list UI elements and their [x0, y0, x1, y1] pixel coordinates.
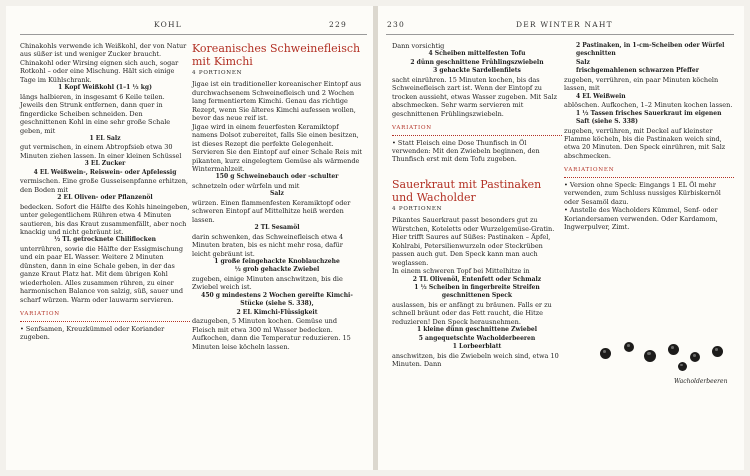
variation-text: • Anstelle des Wacholders Kümmel, Senf- oder Koriandersamen verwenden. Oder Kardamom, Ingwerpulver, Zimt.	[564, 206, 718, 232]
method-text: zugeben, verrühren, mit Deckel auf kleinster Flamme köcheln, bis die Pastinaken weich sind, etwa 20 Minuten. Den Speck einrühren, mit Salz abschmecken.	[564, 126, 726, 160]
juniper-berry	[644, 350, 656, 362]
ingredient: 1 Kopf Weißkohl (1–1 ½ kg)	[58, 84, 152, 92]
variation-rule	[20, 321, 190, 322]
photo-caption: Wacholderbeeren	[674, 378, 728, 385]
intro-text: Chinakohls verwende ich Weißkohl, der von Natur aus süßer ist und weniger Zucker braucht. Chinakohl oder Wirsing eignen sich auch, sogar Rotkohl – oder eine Mischung. Hält sich einige Tage im Kühlschrank.	[20, 42, 187, 84]
juniper-berry	[624, 342, 634, 352]
ingredient: 1 EL Salz	[89, 134, 121, 142]
ingredient: 450 g mindestens 2 Wochen gereifte Kimchi-Stücke (siehe S. 338),	[201, 291, 353, 308]
ingredient: 2 EL Oliven- oder Pflanzenöl	[57, 194, 153, 202]
ingredient: Salz	[576, 58, 590, 66]
left-column-2	[192, 42, 362, 351]
ingredient: frischgemahlenen schwarzen Pfeffer	[576, 67, 699, 75]
page-number-right: 230	[387, 20, 405, 29]
header-rule	[20, 34, 367, 35]
method-text: ablöschen. Aufkochen, 1–2 Minuten kochen lassen.	[564, 101, 733, 110]
left-column-1	[20, 42, 190, 341]
ingredient: 2 dünn geschnittene Frühlingszwiebeln	[410, 58, 544, 66]
ingredient: 4 EL Weißwein-, Reiswein- oder Apfelessig	[33, 168, 177, 176]
ingredient: 5 angequetschte Wacholderbeeren	[418, 334, 536, 342]
right-column-2	[564, 42, 734, 232]
method-text: bedecken. Sofort die Hälfte des Kohls hineingeben, unter gelegentlichem Rühren etwa 4 Minuten sautieren, bis das Kraut zusammenfällt, aber noch knackig und nicht gebräunt ist.	[20, 202, 190, 236]
ingredient: 4 Scheiben mittelfesten Tofu	[428, 50, 526, 58]
ingredient: Salz	[270, 190, 284, 198]
variation-label: VARIATION	[392, 125, 432, 132]
variation-text: • Version ohne Speck: Eingangs 1 EL Öl mehr verwenden, zum Schluss nussiges Kürbiskernöl oder Sesamöl dazu.	[564, 180, 721, 206]
ingredient: 1 ½ Scheiben in fingerbreite Streifen geschnittenen Speck	[414, 283, 540, 300]
ingredient: 2 EL Kimchi-Flüssigkeit	[236, 308, 318, 316]
juniper-berry	[678, 362, 687, 371]
variation-rule	[564, 177, 734, 178]
juniper-berry	[712, 346, 723, 357]
ingredient: 3 EL Zucker	[84, 160, 126, 168]
ingredient: ½ grob gehackte Zwiebel	[234, 266, 320, 274]
variation-text: • Statt Fleisch eine Dose Thunfisch in Öl verwenden: Mit den Zwiebeln beginnen, den Thunfisch erst mit dem Tofu zugeben.	[392, 138, 540, 164]
method-text: anschwitzen, bis die Zwiebeln weich sind, etwa 10 Minuten. Dann	[392, 351, 559, 369]
method-text: sacht einrühren. 15 Minuten kochen, bis das Schweinefleisch zart ist. Wenn der Eintopf zu trocken aussieht, etwas Wasser zugeben. Mit Salz abschmecken. Sehr warm servieren mit geschnittenen Frühlingszwiebeln.	[392, 75, 558, 118]
method-text: Dann vorsichtig	[392, 42, 445, 50]
header-rule	[386, 34, 734, 35]
ingredient: 1 kleine dünn geschnittene Zwiebel	[416, 326, 538, 334]
ingredient: 2 TL Olivenöl, Entenfett oder Schmalz	[412, 275, 542, 283]
variation-rule	[392, 135, 562, 136]
ingredient: 2 TL Sesamöl	[254, 224, 300, 232]
page-number-left: 229	[329, 20, 347, 29]
method-text: In einem schweren Topf bei Mittelhitze in	[392, 267, 530, 276]
juniper-berry	[600, 348, 611, 359]
variations-label: VARIATIONEN	[564, 167, 615, 174]
method-text: zugeben, einige Minuten anschwitzen, bis die Zwiebel weich ist.	[192, 274, 343, 292]
ingredient: 4 EL Weißwein	[576, 92, 626, 100]
method-text: schnetzeln oder würfeln und mit	[192, 181, 300, 190]
ingredient: 1 ½ Tassen frisches Sauerkraut im eigenen Saft (siehe S. 338)	[576, 109, 722, 126]
variation-text: • Senfsamen, Kreuzkümmel oder Koriander zugeben.	[20, 324, 165, 341]
recipe-portions: 4 PORTIONEN	[192, 70, 243, 76]
ingredient: ½ TL getrocknete Chiliflocken	[53, 236, 157, 244]
ingredient: 3 gehackte Sardellenfilets	[433, 67, 521, 75]
method-text: gut vermischen, in einem Abtropfsieb etwa 30 Minuten ziehen lassen. In einer kleinen Schüssel	[20, 143, 182, 160]
running-head-right: DER WINTER NAHT	[516, 20, 613, 29]
intro-text: Pikantes Sauerkraut passt besonders gut zu Würstchen, Koteletts oder Wurzelgemüse-Gratin. Hier trifft Saures auf Süßes: Pastinaken – Äpfel, Kohlrabi, Petersilienwurzeln oder Steckrüben passen auch gut. Den Speck kann man auch weglassen.	[392, 216, 555, 267]
recipe-title: Sauerkraut mit Pastinaken und Wacholder	[392, 177, 542, 204]
ingredient: 1 große feingehackte Knoblauchzehe	[214, 257, 340, 265]
intro-text: Jigae wird in einem feuerfesten Keramiktopf namens Dolsot zubereitet, falls Sie einen besitzen, ist dieses Rezept die perfekte Gelegenheit. Servieren Sie den Eintopf auf einer Schale Reis mit pikanten, kurz eingelegtem Gemüse als wärmende Wintermahlzeit.	[192, 122, 362, 173]
left-page	[6, 6, 373, 470]
ingredient: 1 Lorbeerblatt	[452, 343, 502, 351]
method-text: unterrühren, sowie die Hälfte der Essigmischung und ein paar EL Wasser. Weitere 2 Minuten dünsten, dann in eine Schale geben, in der das ganze Kraut Platz hat. Mit dem übrigen Kohl wiederholen. Alles zusammen rühren, zu einer harmonischen Balance von salzig, süß, sauer und scharf würzen. Warm oder lauwarm servieren.	[20, 244, 183, 304]
ingredient: 150 g Schweinebauch oder -schulter	[215, 173, 339, 181]
juniper-berry	[668, 344, 679, 355]
method-text: würzen. Einen flammenfesten Keramiktopf oder schweren Eintopf auf Mittelhitze heiß werden lassen.	[192, 198, 351, 224]
method-text: zugeben, verrühren, ein paar Minuten köcheln lassen, mit	[564, 75, 719, 93]
juniper-berry	[690, 352, 700, 362]
right-page	[378, 6, 744, 470]
method-text: dazugeben, 5 Minuten kochen. Gemüse und Fleisch mit etwa 300 ml Wasser bedecken. Aufkochen, dann die Temperatur reduzieren. 15 Minuten leise köcheln lassen.	[192, 317, 351, 351]
right-column-1	[392, 42, 562, 369]
recipe-portions: 4 PORTIONEN	[392, 205, 443, 212]
method-text: längs halbieren, in insgesamt 6 Keile teilen. Jeweils den Strunk entfernen, dann quer in fingerdicke Scheiben schneiden. Den geschnittenen Kohl in eine sehr große Schale geben, mit	[20, 92, 171, 135]
ingredient: 2 Pastinaken, in 1-cm-Scheiben oder Würfel geschnitten	[576, 42, 725, 58]
method-text: auslassen, bis er anfängt zu bräunen. Falls er zu schnell bräunt oder das Fett raucht, die Hitze reduzieren! Den Speck herausnehmen.	[392, 300, 552, 326]
method-text: vermischen. Eine große Gusseisenpfanne erhitzen, den Boden mit	[20, 177, 188, 194]
recipe-title: Koreanisches Schweinefleisch mit Kimchi	[192, 42, 361, 68]
method-text: darin schwenken, das Schweinefleisch etwa 4 Minuten braten, bis es nicht mehr rosa, dafür leicht gebräunt ist.	[192, 232, 344, 258]
intro-text: Jigae ist ein traditioneller koreanischer Eintopf aus durchwachsenem Schweinefleisch und 2 Wochen lang fermentiertem Kimchi. Genau das richtige Rezept, wenn Sie älteres Kimchi aufessen wollen, bevor das neue reif ist.	[192, 80, 362, 123]
variation-label: VARIATION	[20, 311, 60, 318]
running-head-left: KOHL	[154, 20, 182, 29]
